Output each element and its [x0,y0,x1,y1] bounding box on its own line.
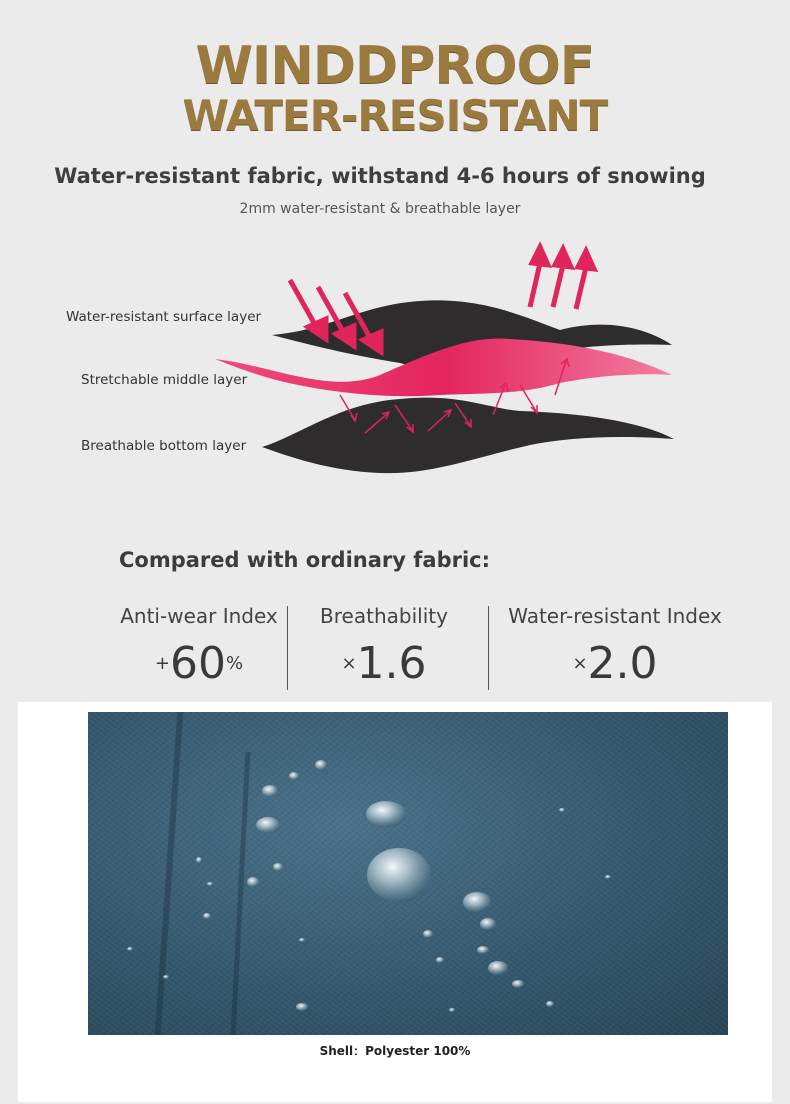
droplet [423,930,433,938]
droplet [196,857,202,863]
droplet [315,760,327,770]
droplet [366,801,406,827]
droplet [163,975,169,979]
label-surface-layer: Water-resistant surface layer [66,309,262,325]
fabric-layers-diagram [0,235,790,505]
metric-label: Anti-wear Index [120,604,278,628]
droplet [463,892,491,912]
metric-anti-wear [110,604,288,689]
droplet [559,808,565,812]
vapor-arrows [530,247,594,309]
label-bottom-layer: Breathable bottom layer [81,438,247,454]
droplet [299,938,305,942]
title-water-resistant: WATER-RESISTANT [182,91,608,140]
metric-prefix: + [154,653,170,674]
droplet [207,882,213,886]
label-middle-layer: Stretchable middle layer [81,372,248,388]
droplet [477,946,489,954]
droplet [273,863,283,871]
droplet-large [367,848,431,902]
droplet [480,918,496,930]
metric-label: Breathability [320,604,448,628]
droplet [488,961,508,975]
metric-number: 60 [169,638,226,689]
droplet [247,877,259,887]
material-caption: Shell：Polyester 100% [319,1044,471,1058]
droplet [436,957,444,963]
fabric-water-droplets-photo [88,712,728,1035]
subtitle: Water-resistant fabric, withstand 4-6 hours of snowing [54,164,706,188]
metric-divider [488,606,489,690]
droplet [289,772,299,780]
metric-label: Water-resistant Index [508,604,722,628]
droplet [262,785,278,797]
droplet [605,875,611,879]
droplet [127,947,133,951]
comparison-heading: Compared with ordinary fabric: [119,548,490,572]
metric-breathability [296,604,472,689]
droplet [203,913,211,919]
metric-number: 2.0 [587,638,658,689]
droplet [296,1003,308,1011]
droplet [512,980,524,988]
metric-prefix: × [572,653,588,674]
metric-prefix: × [341,653,357,674]
metric-divider [287,606,288,690]
layer-note: 2mm water-resistant & breathable layer [239,201,521,217]
metric-water-resistant [490,604,740,689]
droplet [449,1008,455,1012]
droplet [546,1001,554,1007]
water-droplets [88,712,728,1035]
bottom-layer [262,398,674,474]
title-windproof: WINDDPROOF [195,36,595,96]
metric-number: 1.6 [356,638,427,689]
metric-value [110,638,288,689]
metric-suffix: % [225,653,244,674]
droplet [256,817,280,833]
metric-value [296,638,472,689]
metric-value [490,638,740,689]
